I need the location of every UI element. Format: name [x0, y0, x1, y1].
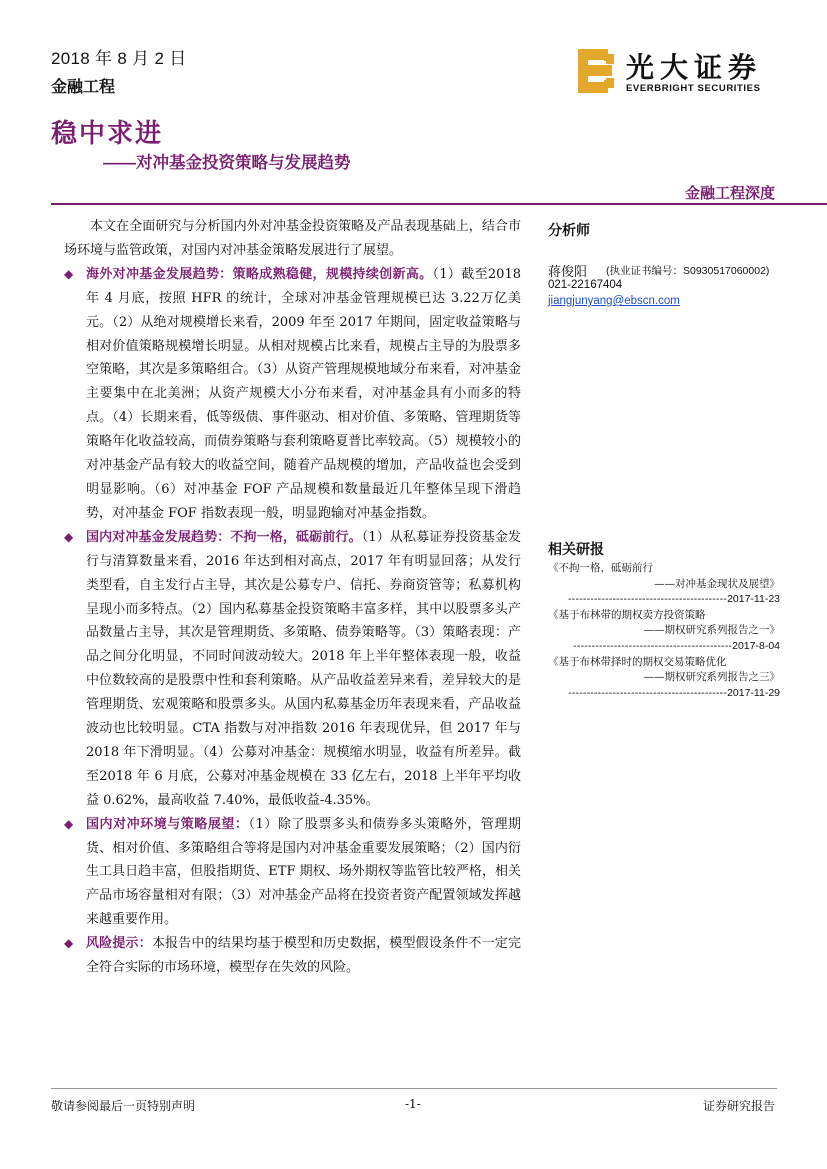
report-subtitle: ——对冲基金投资策略与发展趋势: [103, 154, 351, 172]
footer-report-label: 证券研究报告: [702, 1099, 775, 1113]
bullet-heading: 国内对冲基金发展趋势：不拘一格，砥砺前行。: [86, 529, 362, 545]
research-title-line: 《不拘一格，砥砺前行: [548, 562, 653, 574]
report-type-label: 金融工程深度: [684, 185, 775, 202]
research-title-line: 《基于布林带的期权卖方投资策略: [548, 608, 706, 621]
bullet-risk-warning: [64, 932, 521, 980]
bullet-text: 本报告中的结果均基于模型和历史数据，模型假设条件不一定完全符合实际的市场环境，模型存在失效的风险。: [86, 936, 521, 976]
everbright-logo-icon: [578, 49, 614, 93]
research-date-line: [548, 686, 780, 702]
research-date: 2017-8-04: [732, 639, 780, 652]
research-date-line: [548, 592, 780, 608]
bullet-domestic-trend: [64, 526, 521, 813]
research-subtitle-line: ——期权研究系列报告之三》: [643, 671, 780, 684]
report-title: 稳中求进: [51, 118, 164, 148]
related-research-item[interactable]: [548, 655, 780, 702]
related-research-item[interactable]: [548, 561, 780, 608]
research-date-line: [548, 639, 780, 655]
header-divider: [51, 203, 827, 205]
analyst-certificate: (执业证书编号：S0930517060002): [606, 265, 770, 277]
analyst-phone: 021-22167404: [548, 279, 623, 291]
logo-chinese-name: 光大证券: [626, 51, 763, 84]
bullet-overseas-trend: [64, 263, 521, 526]
footer-disclaimer-note: 敬请参阅最后一页特别声明: [51, 1099, 196, 1113]
diamond-bullet-icon: ◆: [64, 266, 74, 281]
diamond-bullet-icon: ◆: [64, 529, 74, 544]
bullet-text: （1）截至2018 年 4 月底，按照 HFR 的统计，全球对冲基金管理规模已达 3.22万亿美元。（2）从绝对规模增长来看，2009 年至 2017 年期间，固定收益策略与相对价值策略规模增长明显。从相对规模占比来看，规模占主导的为股票多空策略，其次是多策略组合。（3）从资产管理规模地域分布来看，对冲基金主要集中在北美洲；从资产规模大小分布来看，对冲基金具有小而多的特点。（4）长期来看，低等级债、事件驱动、相对价值、多策略、管理期货等策略年化收益较高，而债券策略与套利策略夏普比率较高。（5）规模较小的对冲基金产品有较大的收益空间，随着产品规模的增加，产品收益也会受到明显影响。（6）对冲基金 FOF 产品规模和数量最近几年整体呈现下滑趋势，对冲基金 FOF 指数表现一般，明显跑输对冲基金指数。: [86, 266, 521, 521]
dash-leader: -------------------------------------------: [568, 686, 728, 699]
dash-leader: -------------------------------------------: [573, 639, 733, 652]
dash-leader: -------------------------------------------: [568, 593, 728, 606]
related-research-list: [548, 561, 780, 701]
research-subtitle-line: ——对冲基金现状及展望》: [654, 577, 780, 590]
related-research-title: 相关研报: [548, 541, 604, 557]
related-research-item[interactable]: [548, 608, 780, 655]
research-date: 2017-11-29: [727, 686, 780, 699]
everbright-logo: [578, 49, 778, 97]
research-title-line: 《基于布林带择时的期权交易策略优化: [548, 655, 727, 668]
bullet-text: （1）从私募证券投资基金发行与清算数量来看，2016 年达到相对高点，2017 年有明显回落；从发行类型看，自主发行占主导，其次是公募专户、信托、券商资管等；私募机构呈现小而多特点。（2）国内私募基金投资策略丰富多样，其中以股票多头产品数量占主导，其次是管理期货、多策略、债券策略等。（3）策略表现：产品之间分化明显，不同时间波动较大。2018 年上半年整体表现一般，收益中位数较高的是股票中性和套利策略。从产品收益差异来看，差异较大的是管理期货、宏观策略和股票多头。从国内私募基金历年表现来看，产品收益波动也比较明显。CTA 指数与对冲指数 2016 年表现优异，但 2017 年与 2018 年下滑明显。（4）公募对冲基金：规模缩水明显，收益有所差异。截至2018 年 6 月底，公募对冲基金规模在 33 亿左右，2018 上半年平均收益 0.62%，最高收益 7.40%，最低收益-4.35%。: [86, 529, 521, 808]
intro-paragraph: 本文在全面研究与分析国内外对冲基金投资策略及产品表现基础上，结合市场环境与监管政策，对国内对冲基金策略发展进行了展望。: [64, 219, 521, 258]
research-date: 2017-11-23: [727, 593, 780, 606]
analyst-name: 蒋俊阳: [548, 264, 588, 279]
analyst-section-title: 分析师: [548, 222, 590, 238]
diamond-bullet-icon: ◆: [64, 936, 74, 951]
summary-body: [64, 215, 521, 980]
diamond-bullet-icon: ◆: [64, 816, 74, 831]
bullet-outlook: [64, 813, 521, 933]
bullet-heading: 风险提示：: [86, 936, 152, 952]
report-category: 金融工程: [51, 79, 116, 96]
bullet-heading: 国内对冲环境与策略展望：: [86, 816, 249, 832]
logo-english-name: EVERBRIGHT SECURITIES: [626, 83, 761, 94]
footer-divider: [51, 1088, 777, 1089]
page-number: -1-: [405, 1097, 421, 1111]
bullet-heading: 海外对冲基金发展趋势：策略成熟稳健，规模持续创新高。: [86, 266, 433, 282]
analyst-email-link[interactable]: jiangjunyang@ebscn.com: [548, 295, 680, 307]
bullet-text: （1）除了股票多头和债券多头策略外，管理期货、相对价值、多策略组合等将是国内对冲基金重要发展策略；（2）国内衍生工具日趋丰富，但股指期货、ETF 期权、场外期权等监管比较严格，相关产品市场容量相对有限；（3）对冲基金产品将在投资者资产配置领域发挥越来越重要作用。: [86, 816, 521, 928]
research-subtitle-line: ——期权研究系列报告之一》: [643, 624, 780, 637]
report-date: 2018 年 8 月 2 日: [51, 49, 187, 68]
